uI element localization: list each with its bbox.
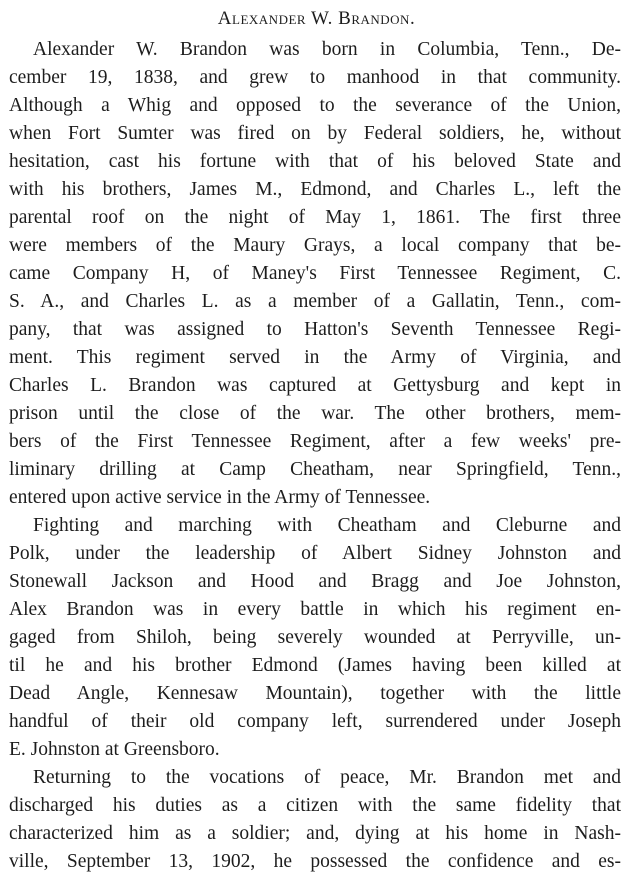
text-line: bers of the First Tennessee Regiment, after a few weeks' pre- <box>9 431 621 452</box>
text-line: with his brothers, James M., Edmond, and Charles L., left the <box>9 179 621 200</box>
text-line: Although a Whig and opposed to the severance of the Union, <box>9 95 621 116</box>
text-line: were members of the Maury Grays, a local company that be- <box>9 235 621 256</box>
text-line: Stonewall Jackson and Hood and Bragg and Joe Johnston, <box>9 571 621 592</box>
text-line: handful of their old company left, surrendered under Joseph <box>9 711 621 732</box>
text-line: S. A., and Charles L. as a member of a Gallatin, Tenn., com- <box>9 291 621 312</box>
text-line: when Fort Sumter was fired on by Federal soldiers, he, without <box>9 123 621 144</box>
text-line: Returning to the vocations of peace, Mr. Brandon met and <box>33 767 621 788</box>
page-title: Alexander W. Brandon. <box>217 8 416 29</box>
text-line: pany, that was assigned to Hatton's Seventh Tennessee Regi- <box>9 319 621 340</box>
text-line: gaged from Shiloh, being severely wounded at Perryville, un- <box>9 627 621 648</box>
text-line: Fighting and marching with Cheatham and Cleburne and <box>33 515 621 536</box>
text-line: Alexander W. Brandon was born in Columbia, Tenn., De- <box>33 39 621 60</box>
text-line: til he and his brother Edmond (James having been killed at <box>9 655 621 676</box>
text-line: E. Johnston at Greensboro. <box>9 739 220 760</box>
text-line: Alex Brandon was in every battle in which his regiment en- <box>9 599 621 620</box>
text-line: prison until the close of the war. The other brothers, mem- <box>9 403 621 424</box>
text-line: cember 19, 1838, and grew to manhood in that community. <box>9 67 621 88</box>
text-line: ville, September 13, 1902, he possessed the confidence and es- <box>9 851 621 872</box>
text-line: parental roof on the night of May 1, 1861. The first three <box>9 207 621 228</box>
text-line: discharged his duties as a citizen with the same fidelity that <box>9 795 621 816</box>
text-line: entered upon active service in the Army of Tennessee. <box>9 487 431 508</box>
text-line: characterized him as a soldier; and, dying at his home in Nash- <box>9 823 621 844</box>
text-line: came Company H, of Maney's First Tennessee Regiment, C. <box>9 263 621 284</box>
text-line: ment. This regiment served in the Army of Virginia, and <box>9 347 621 368</box>
text-line: Dead Angle, Kennesaw Mountain), together with the little <box>9 683 621 704</box>
text-line: liminary drilling at Camp Cheatham, near Springfield, Tenn., <box>9 459 621 480</box>
text-line: Charles L. Brandon was captured at Gettysburg and kept in <box>9 375 621 396</box>
text-line: hesitation, cast his fortune with that of his beloved State and <box>9 151 621 172</box>
text-line: Polk, under the leadership of Albert Sidney Johnston and <box>9 543 621 564</box>
